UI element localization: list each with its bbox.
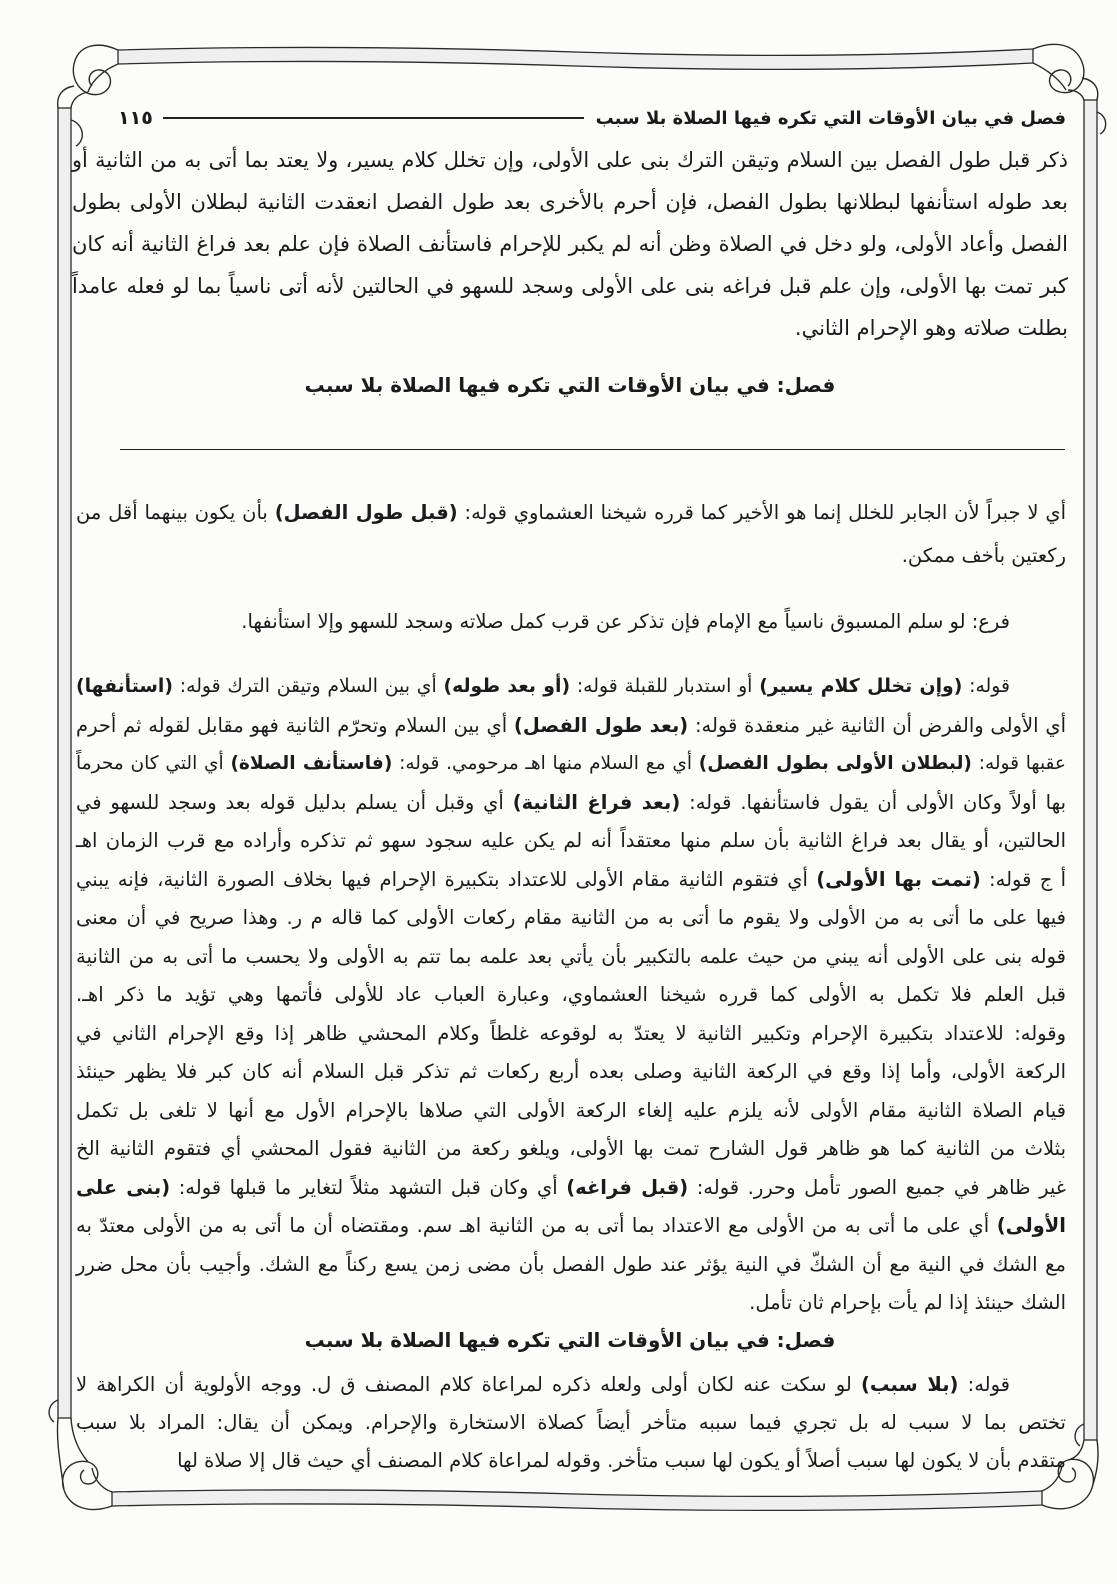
corner-scroll-top-right [1033,44,1098,100]
text-run: أي لا جبراً لأن الجابر للخلل إنما هو الأخير كما قرره شيخنا العشماوي قوله: [457,501,1067,524]
commentary-paragraph [76,1366,1066,1480]
text-run: أو استدبار للقبلة قوله: [570,676,760,697]
text-run: تختص بما لا سبب له بل تجري فيما سببه متأخر أيضاً كصلاة الاستخارة والإحرام. ويمكن أن يقال: المراد بلا سبب [76,1411,1066,1434]
text-run: قوله: [958,1373,1010,1396]
text-line [76,861,1066,900]
text-run: أي مع السلام منها اهـ مرحومي. قوله: [392,753,699,774]
text-run: أي بين السلام وتيقن الترك قوله: [172,676,444,697]
text-run: بها أولاً وكان الأولى أن يقول فاستأنفها. قوله: [680,790,1066,814]
quoted-term: (بلا سبب) [860,1373,959,1396]
text-line [76,1366,1066,1404]
text-line: بعد طوله استأنفها لبطلانها بطول الفصل، فإن أحرم بالأخرى بعد طول الفصل انعقدت الثانية لبطلان الأولى بطول [72,190,1068,214]
text-run: الركعة الأولى، وأما إذا وقع في الركعة الثانية وصلى بعده أربع ركعات ثم تذكر قبل السلام أنه كان كبر فلا يظهر حينئذ [76,1060,1066,1083]
text-line [76,1015,1066,1054]
text-run: أي على ما أتى به من الأولى مع الاعتداد بما أتى به من الثانية اهـ سم. ومقتضاه أن ما أتى به من الأولى معتدّ به [76,1214,997,1237]
text-run: الحالتين، أو يقال بعد فراغ الثانية بأن سلم منها معتقداً أنه لم يكن عليه سجود سهو ثم تذكره وأراده مع قرب الزمان اهـ [76,829,1066,852]
running-header [118,101,1066,135]
section-heading: فصل: في بيان الأوقات التي تكره فيها الصلاة بلا سبب [304,373,836,397]
quoted-term: (بعد طول الفصل) [513,713,689,737]
commentary-section-heading: فصل: في بيان الأوقات التي تكره فيها الصلاة بلا سبب [304,1328,836,1352]
text-run: الشك حينئذ إذا لم يأت بإحرام ثان تأمل. [749,1291,1066,1314]
text-line [76,1130,1066,1169]
quoted-term: الأولى) [996,1214,1066,1237]
text-line: الفصل وأعاد الأولى، ولو دخل في الصلاة وظن أنه لم يكبر للإحرام فاستأنف الصلاة فإن علم بعد فراغ الثانية أنه كان [72,232,1068,256]
text-run: غير ظاهر في جميع الصور تأمل وحرر. قوله: [688,1175,1066,1199]
quoted-term: (بنى على [76,1175,171,1199]
text-run: ركعتين بأخف ممكن. [901,544,1066,567]
text-line [76,707,1066,746]
text-run: لو سكت عنه لكان أولى ولعله ذكره لمراعاة كلام المصنف ق ل. ووجه الأولوية أن الكراهة لا [76,1373,861,1396]
text-run: أي وكان قبل التشهد مثلاً لتغاير ما قبلها قوله: [170,1175,567,1199]
text-run: قيام الصلاة الثانية مقام الأولى لأنه يلزم عليه إلغاء الركعة الأولى التي صلاها بالإحرام الأول مع أنها لا تلغى بل تكمل [76,1098,1066,1122]
text-line: كبر تمت بها الأولى، وإن علم قبل فراغه بنى على الأولى وسجد للسهو في الحالتين لأنه أتى ناسياً بما لو فعله عامداً [72,274,1068,298]
quoted-term: (تمت بها الأولى) [816,867,981,891]
text-run: قوله بنى على الأولى أنه يبني من حيث علمه بالتكبير بأن يأتي بعد علمه بما تتم به الأولى ولا يحسب ما أتى به من الثانية [76,944,1066,968]
text-run: أ ج قوله: [980,867,1066,891]
text-line [76,899,1066,938]
quoted-term: (قبل طول الفصل) [274,501,458,524]
text-line [76,976,1066,1015]
text-run: أي فتقوم الثانية مقام الأولى للاعتداد بتكبيرة الإحرام فيها بخلاف الصورة الثانية، فإنه يبني [76,867,817,891]
text-line [76,534,1066,577]
matn-text [72,139,1068,349]
text-line [76,784,1066,823]
text-run: فرع: لو سلم المسبوق ناسياً مع الإمام فإن تذكر عن قرب كمل صلاته وسجد للسهو وإلا استأنفها. [241,610,1010,633]
text-run: قوله: [962,676,1010,697]
quoted-term: (لبطلان الأولى بطول الفصل) [698,753,972,774]
text-line [76,1169,1066,1208]
border-top [118,47,1033,69]
text-run: أي الأولى والفرض أن الثانية غير منعقدة قوله: [688,713,1067,737]
text-run: بثلاث من الثانية كما هو ظاهر قول الشارح تمت بها الأولى، ويلغو ركعة من الثانية فقول المحشي أي فتقوم الثانية الخ [76,1137,1066,1160]
quoted-term: (بعد فراغ الثانية) [512,790,681,814]
quoted-term: (قبل فراغه) [566,1175,689,1199]
text-run: عقبها قوله: [971,753,1067,774]
quoted-term: (أو بعد طوله) [443,676,571,697]
commentary-paragraph [76,491,1066,577]
text-run: فيها على ما أتى به من الأولى ولا يقوم ما أتى به من الثانية مقام ركعات الأولى كما قاله م ر. وهذا صريح في أن معنى [76,906,1066,929]
quoted-term: (استأنفها) [76,676,173,697]
commentary-paragraph [76,602,1066,642]
text-line [76,1246,1066,1285]
text-run: أي بين السلام وتحرّم الثانية فهو مقابل لقوله ثم أحرم [76,713,514,737]
text-run: أي وقبل أن يسلم بدليل قوله بعد وسجد للسهو في [76,790,513,814]
text-line [76,1053,1066,1092]
text-run: أي التي كان محرماً [76,753,231,774]
text-line [76,822,1066,861]
header-rule [163,117,584,119]
text-line [76,491,1066,534]
text-line: بطلت صلاته وهو الإحرام الثاني. [794,316,1068,340]
running-title: فصل في بيان الأوقات التي تكره فيها الصلاة بلا سبب [595,107,1066,129]
text-run: بأن يكون بينهما أقل من [76,501,275,524]
text-run: متقدم بأن لا يكون لها سبب أصلاً أو يكون لها سبب متأخر. وقوله لمراعاة كلام المصنف أي حيث قال إلا صلاة لها [177,1449,1066,1472]
text-run: قبل العلم فلا تكمل به الأولى كما قرره شيخنا العشماوي، وعبارة العباب عاد للأولى فأتمها وهي تؤيد ما ذكر اهـ. [76,983,1066,1006]
footnote-separator [120,449,1065,450]
text-line [76,1442,1066,1480]
border-right [1084,100,1097,1440]
text-run: مع الشك في النية مع أن الشكّ في النية يؤثر عند طول الفصل بأن مضى زمن يسع ركناً مع الشك. وأجيب بأن محل ضرر [76,1252,1066,1276]
border-bottom [112,1490,1042,1510]
text-line [76,745,1066,784]
text-line [76,1284,1066,1323]
text-line [76,1092,1066,1131]
text-run: وقوله: للاعتداد بتكبيرة الإحرام وتكبير الثانية لا يعتدّ به لوقوعه غلطاً وكلام المحشي ظاهر إذا وقع الإحرام الثاني في [76,1021,1066,1045]
border-left [58,108,71,1418]
text-line [76,668,1066,707]
text-line [76,1404,1066,1442]
text-line: ذكر قبل طول الفصل بين السلام وتيقن الترك بنى على الأولى، وإن تخلل كلام يسير، ولا يعتد بما أتى به من الثانية أو [72,148,1068,172]
quoted-term: (وإن تخلل كلام يسير) [759,676,963,697]
commentary-paragraph [76,668,1066,1323]
corner-scroll-top-left [58,45,118,108]
text-line [76,602,1066,642]
text-line [76,938,1066,977]
page-number: ١١٥ [118,107,153,129]
quoted-term: (فاستأنف الصلاة) [230,753,393,774]
text-line [76,1207,1066,1246]
